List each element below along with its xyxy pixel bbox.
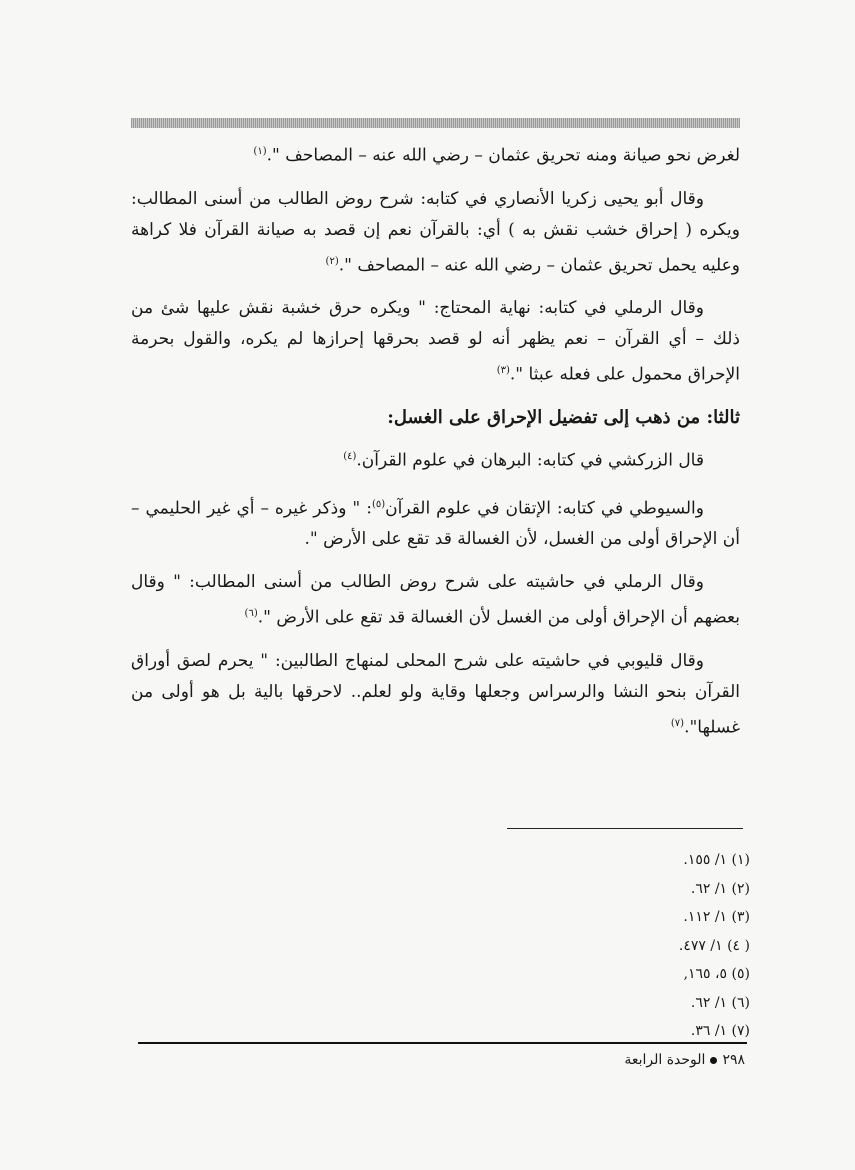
footnote-ref[interactable]: (٢) bbox=[325, 255, 339, 267]
page-number: ٢٩٨ bbox=[722, 1052, 745, 1068]
section-heading: ثالثا: من ذهب إلى تفضيل الإحراق على الغسل: bbox=[387, 406, 740, 428]
footnote-ref[interactable]: (٣) bbox=[496, 365, 510, 377]
footnote-ref[interactable]: (٤) bbox=[343, 450, 357, 462]
footnote-ref[interactable]: (٧) bbox=[670, 717, 685, 729]
paragraph-6: وقال الرملي في حاشيته على شرح روض الطالب من أسنى المطالب: " وقال بعضهم أن الإحراق أولى من الغسل لأن الغسالة قد تقع على الأرض ".$^{(٦)}$ bbox=[131, 572, 740, 628]
footnotes-list bbox=[560, 846, 750, 1046]
paragraph-4: قال الزركشي في كتابه: البرهان في علوم القرآن.$^{(٤)}$ bbox=[343, 450, 704, 471]
footnote-item: (٦) ١/ ٦٢. bbox=[690, 994, 750, 1011]
main-text bbox=[131, 136, 740, 756]
footnote-ref[interactable]: (٦) bbox=[244, 608, 258, 620]
footnote-item: (٣) ١/ ١١٢. bbox=[683, 909, 750, 925]
paragraph-2: وقال أبو يحيى زكريا الأنصاري في كتابه: شرح روض الطالب من أسنى المطالب: ويكره ( إحراق خشب نقش به ) أي: بالقرآن نعم إن قصد به صيانة القرآن فلا كراهة وعليه يحمل تحريق عثمان – رضي الله عنه – المصاحف ".$^{(٢)}$ bbox=[131, 188, 740, 276]
footer-divider bbox=[138, 1042, 747, 1044]
paragraph-3: وقال الرملي في كتابه: نهاية المحتاج: " ويكره حرق خشبة نقش عليها شئ من ذلك – أي القرآن – نعم يظهر أنه لو قصد بحرقها إحرازها لم يكره، والقول بحرمة الإحراق محمول على فعله عبثا ".$^{(٣)}$ bbox=[131, 298, 740, 385]
bullet-icon bbox=[710, 1057, 717, 1064]
page-footer bbox=[624, 1052, 745, 1068]
footnote-item: (٧) ١/ ٣٦. bbox=[690, 1023, 750, 1039]
footnote-ref[interactable]: (١) bbox=[253, 146, 267, 157]
footnote-item: ( ٤) ١/ ٤٧٧. bbox=[678, 937, 750, 954]
paragraph-5: والسيوطي في كتابه: الإتقان في علوم القرآن$^{(٥)}$: " وذكر غيره – أي غير الحليمي – أن الإحراق أولى من الغسل، لأن الغسالة قد تقع على الأرض ". bbox=[131, 498, 740, 550]
unit-title: الوحدة الرابعة bbox=[624, 1052, 706, 1068]
footnote-item: (٢) ١/ ٦٢. bbox=[690, 880, 750, 897]
footnote-item: (١) ١/ ١٥٥. bbox=[683, 852, 750, 868]
paragraph-7: وقال قليوبي في حاشيته على شرح المحلى لمنهاج الطالبين: " يحرم لصق أوراق القرآن بنحو النشا والرسراس وجعلها وقاية ولو لعلم.. لاحرقها بالية بل هو أولى من غسلها".$^{(٧)}$ bbox=[131, 650, 740, 738]
footnote-ref[interactable]: (٥) bbox=[371, 498, 386, 510]
header-decorative-band bbox=[131, 118, 740, 128]
footnote-divider bbox=[507, 828, 743, 829]
paragraph-1: لغرض نحو صيانة ومنه تحريق عثمان – رضي الله عنه – المصاحف ".$^{(١)}$ bbox=[253, 145, 740, 166]
footnote-item: (٥) ٥، ١٦٥, bbox=[683, 966, 750, 982]
